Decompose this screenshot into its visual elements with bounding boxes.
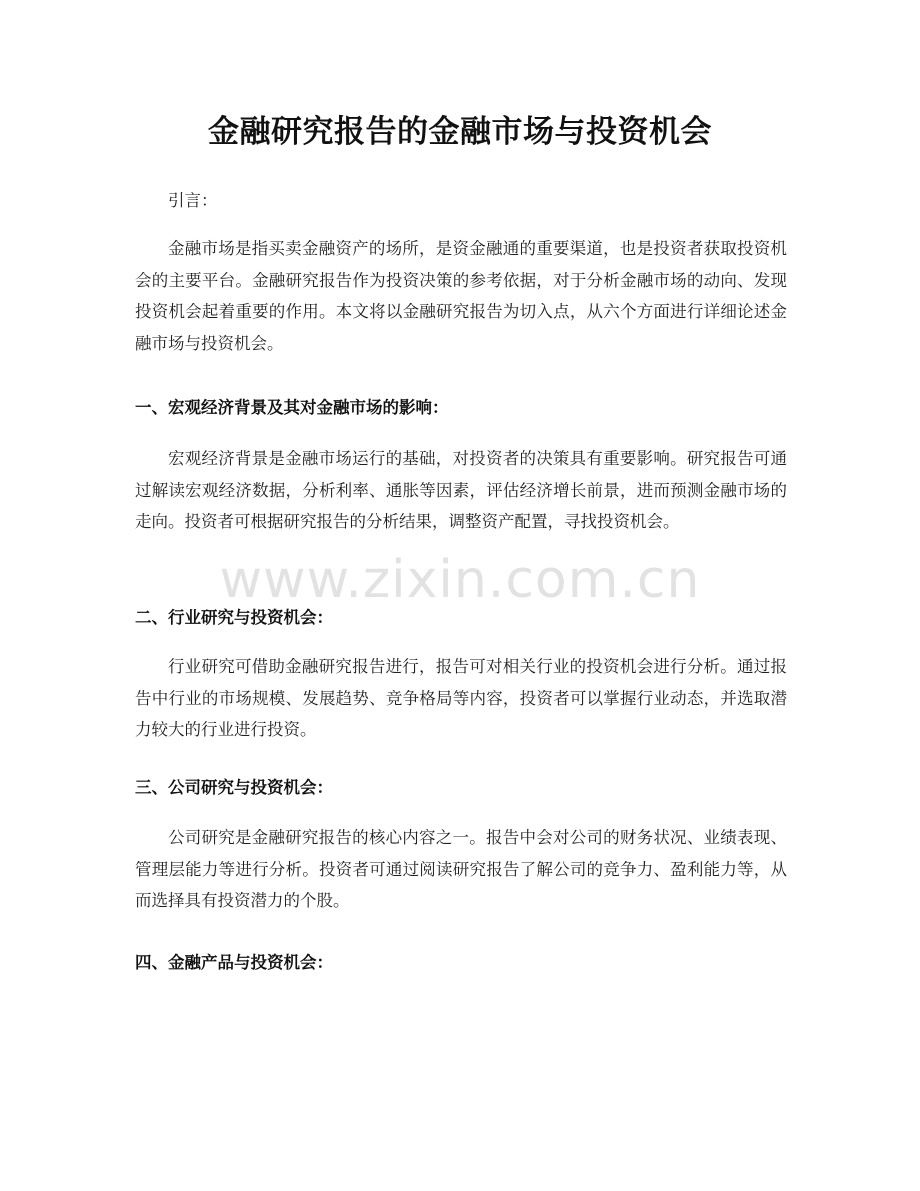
document-title: 金融研究报告的金融市场与投资机会 <box>208 114 712 150</box>
section-body-1: 宏观经济背景是金融市场运行的基础，对投资者的决策具有重要影响。研究报告可通过解读宏观经济数据，分析利率、通胀等因素，评估经济增长前景，进而预测金融市场的走向。投资者可根据研究报告的分析结果，调整资产配置，寻找投资机会。 <box>135 449 787 531</box>
section-heading-2: 二、行业研究与投资机会： <box>135 608 333 627</box>
section-body-2: 行业研究可借助金融研究报告进行，报告可对相关行业的投资机会进行分析。通过报告中行业的市场规模、发展趋势、竞争格局等内容，投资者可以掌握行业动态，并选取潜力较大的行业进行投资。 <box>135 657 787 739</box>
section-heading-1: 一、宏观经济背景及其对金融市场的影响： <box>135 398 449 417</box>
section-heading-3: 三、公司研究与投资机会： <box>135 778 333 797</box>
section-heading-4: 四、金融产品与投资机会： <box>135 953 333 972</box>
watermark: www.zixin.com.cn <box>219 550 701 610</box>
section-body-3: 公司研究是金融研究报告的核心内容之一。报告中会对公司的财务状况、业绩表现、管理层能力等进行分析。投资者可通过阅读研究报告了解公司的竞争力、盈利能力等，从而选择具有投资潜力的个股。 <box>135 828 787 910</box>
intro-label: 引言： <box>168 191 218 210</box>
intro-paragraph: 金融市场是指买卖金融资产的场所，是资金融通的重要渠道，也是投资者获取投资机会的主要平台。金融研究报告作为投资决策的参考依据，对于分析金融市场的动向、发现投资机会起着重要的作用。本文将以金融研究报告为切入点，从六个方面进行详细论述金融市场与投资机会。 <box>135 239 787 353</box>
